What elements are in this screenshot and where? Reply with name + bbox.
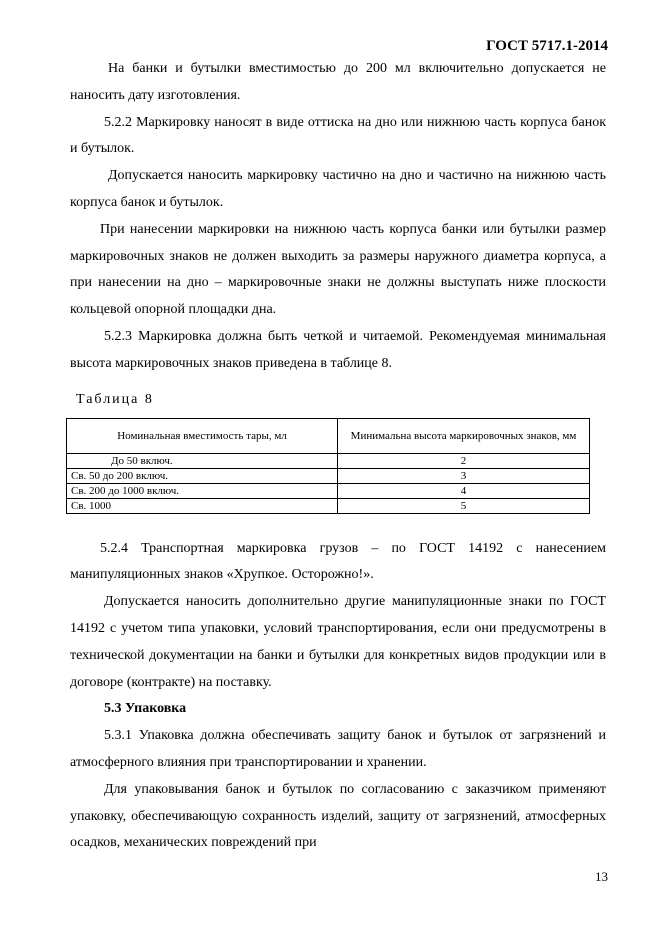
paragraph-5-3-1: 5.3.1 Упаковка должна обеспечивать защиту банок и бутылок от загрязнений и атмосферного влияния при транспортировании и хранении.: [70, 728, 606, 770]
page-number: 13: [595, 869, 608, 884]
page-content: [70, 56, 606, 857]
table-cell: Св. 200 до 1000 включ.: [67, 483, 338, 498]
table-row: [67, 468, 590, 483]
post-table-block: [70, 536, 606, 858]
table-cell: 3: [338, 468, 590, 483]
paragraph-extra-signs: Допускается наносить дополнительно другие манипуляционные знаки по ГОСТ 14192 с учетом типа упаковки, условий транспортирования, если они предусмотрены в технической документации на банки и бутылки для конкретных видов продукции или в договоре (контракте) на поставку.: [70, 594, 606, 690]
table-row: [67, 498, 590, 513]
paragraph-5-2-4: 5.2.4 Транспортная маркировка грузов – по ГОСТ 14192 с нанесением манипуляционных знаков «Хрупкое. Осторожно!».: [70, 540, 606, 583]
table-cell: 5: [338, 498, 590, 513]
paragraph-5-2-2: 5.2.2 Маркировку наносят в виде оттиска на дно или нижнюю часть корпуса банок и бутылок.: [70, 114, 606, 157]
paragraph-date-exemption: На банки и бутылки вместимостью до 200 мл включительно допускается не наносить дату изготовления.: [70, 61, 606, 103]
paragraph-5-2-3: 5.2.3 Маркировка должна быть четкой и читаемой. Рекомендуемая минимальная высота маркировочных знаков приведена в таблице 8.: [70, 328, 606, 371]
table-caption: Таблица 8: [76, 391, 154, 407]
table-cell: До 50 включ.: [67, 453, 338, 468]
marking-height-table: [66, 418, 590, 514]
table-cell: Св. 50 до 200 включ.: [67, 468, 338, 483]
paragraph-packaging-use: Для упаковывания банок и бутылок по согласованию с заказчиком применяют упаковку, обеспечивающую сохранность изделий, защиту от загрязнений, атмосферных осадков, механических повреждений при: [70, 781, 606, 851]
paragraph-partial-marking: Допускается наносить маркировку частично на дно и частично на нижнюю часть корпуса банок и бутылок.: [70, 168, 606, 210]
table-row: [67, 483, 590, 498]
table-header-cell: Номинальная вместимость тары, мл: [67, 418, 338, 453]
section-title-packaging: 5.3 Упаковка: [104, 701, 187, 717]
document-header: ГОСТ 5717.1-2014: [486, 38, 608, 54]
table-header-row: [67, 418, 590, 453]
paragraph-marking-size: При нанесении маркировки на нижнюю часть корпуса банки или бутылки размер маркировочных знаков не должен выходить за размеры наружного диаметра корпуса, а при нанесении на дно – маркировочные знаки не должны выступать ниже плоскости кольцевой опорной площадки дна.: [70, 221, 606, 318]
table-header-cell: Минимальна высота маркировочных знаков, мм: [338, 418, 590, 453]
table-row: [67, 453, 590, 468]
table-cell: 2: [338, 453, 590, 468]
table-cell: 4: [338, 483, 590, 498]
table-cell: Св. 1000: [67, 498, 338, 513]
